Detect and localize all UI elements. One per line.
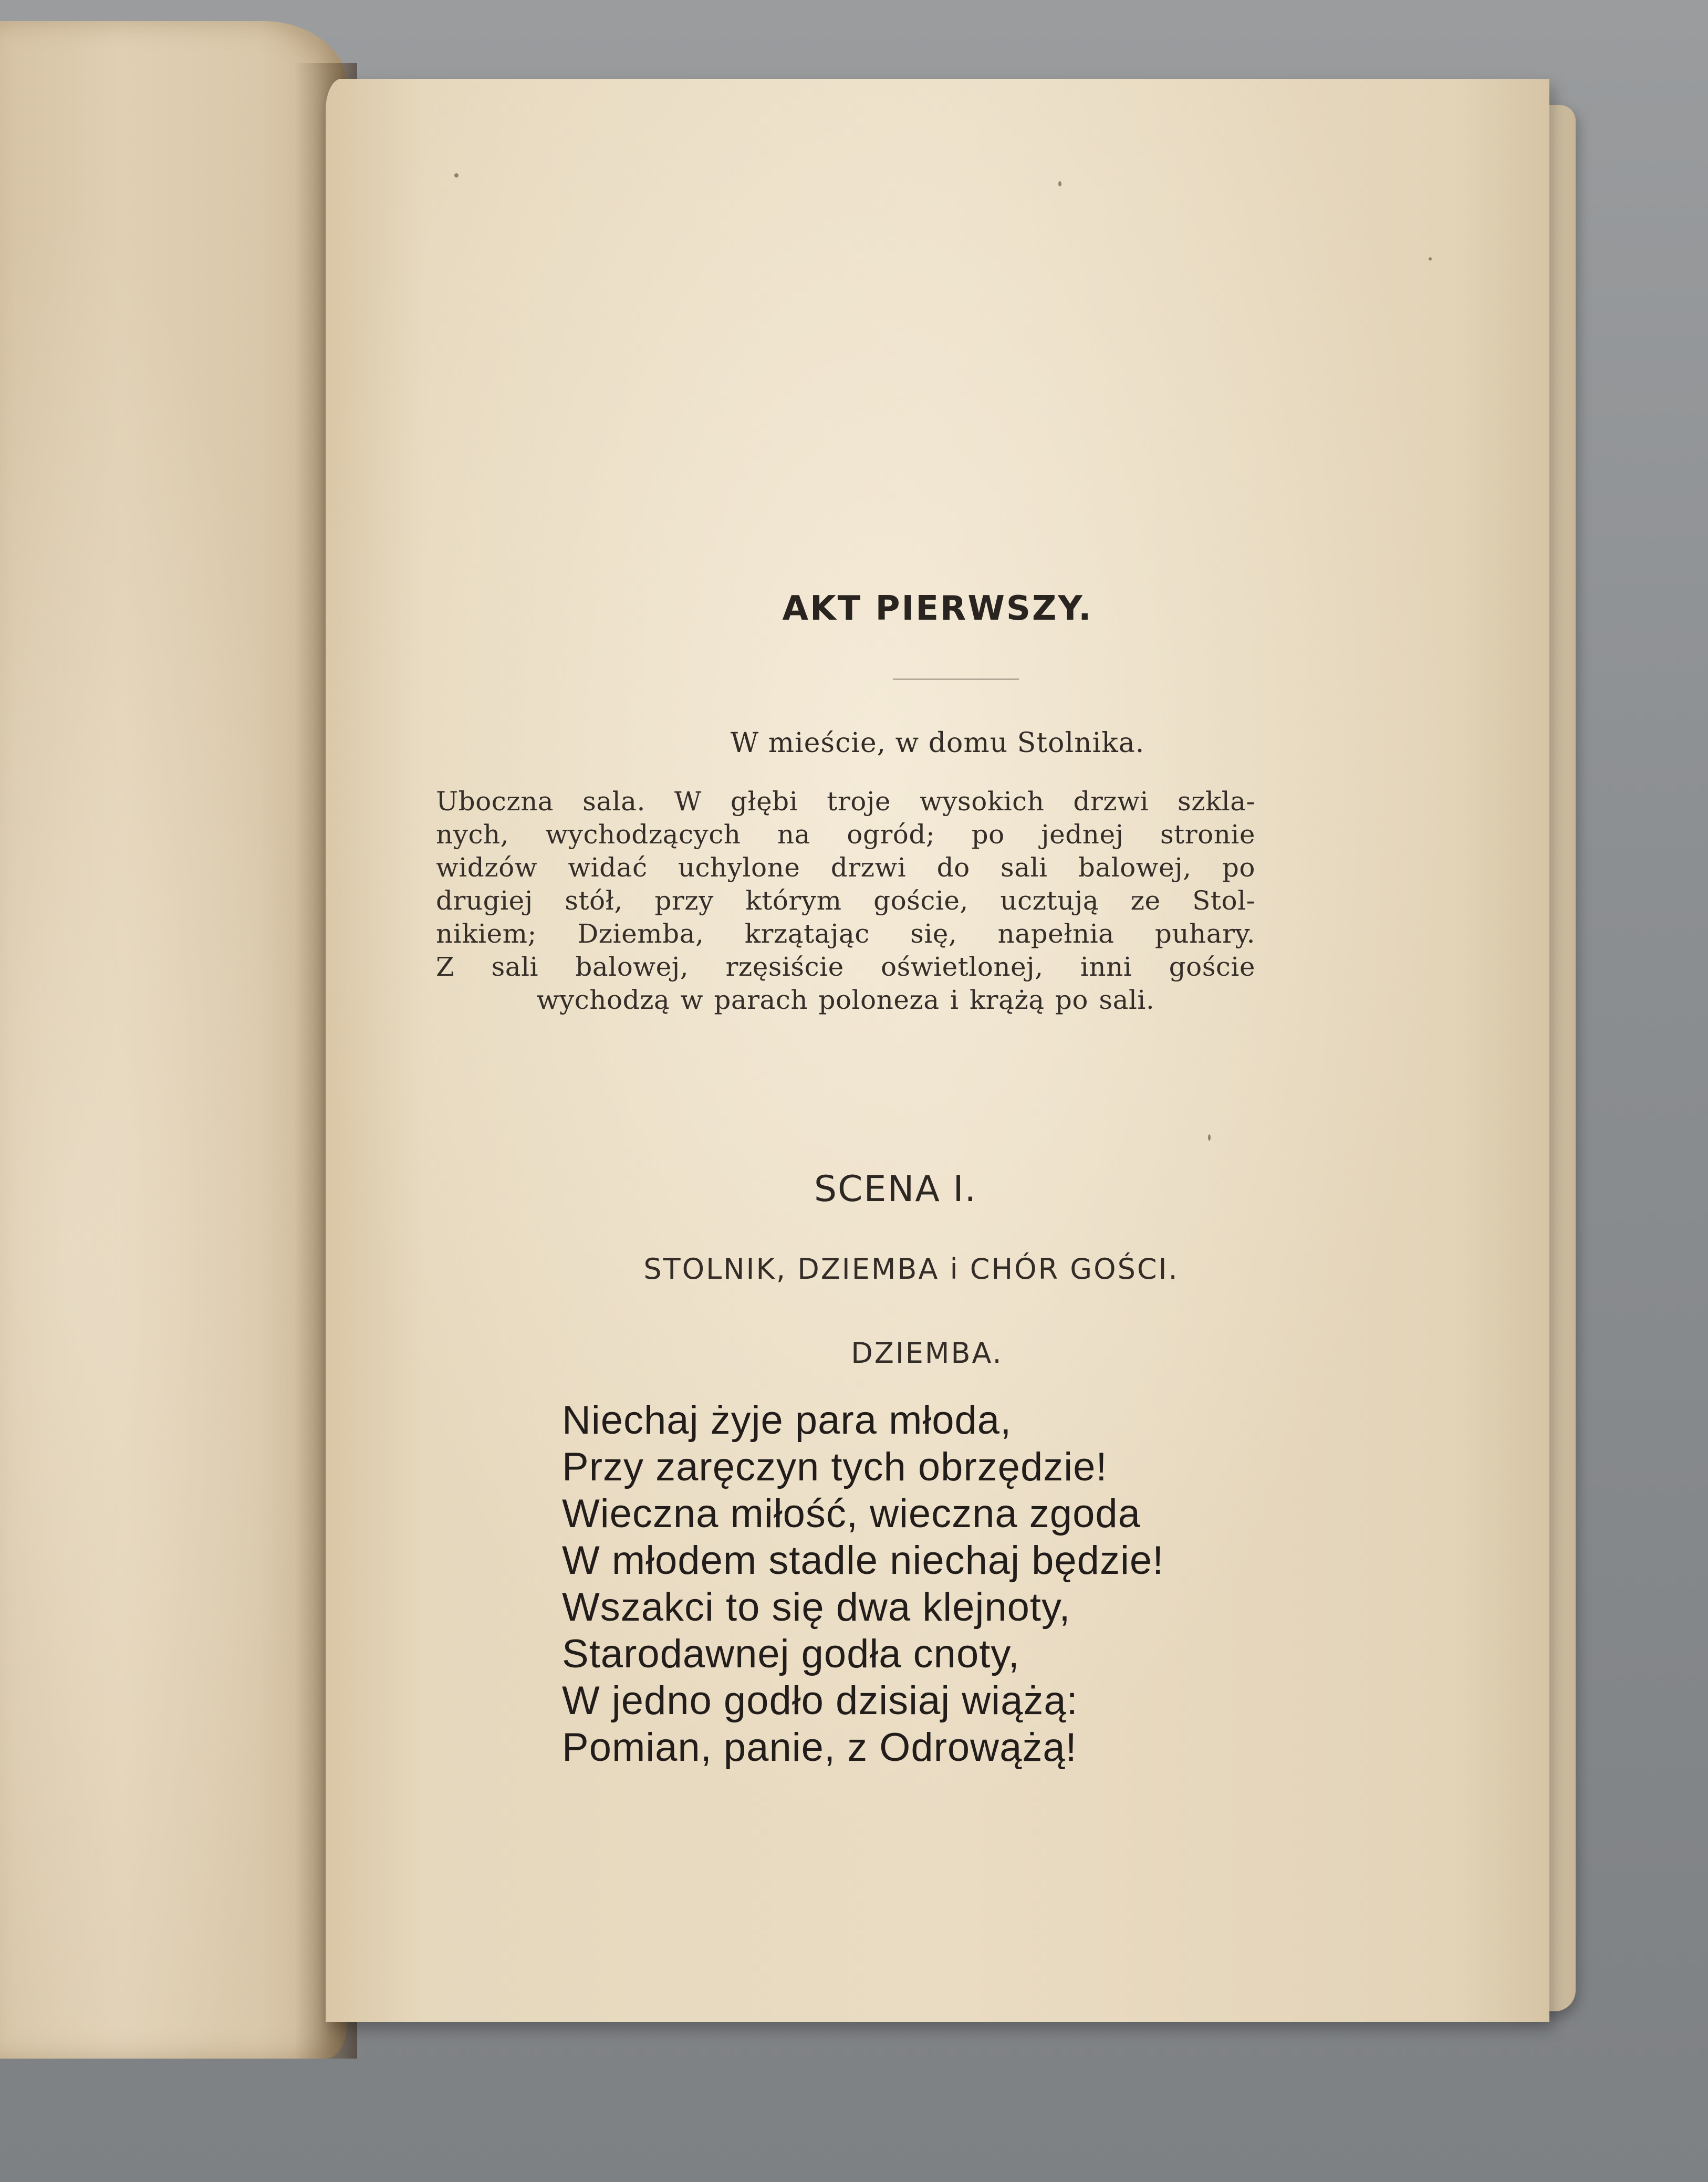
title-divider [893,678,1019,680]
paper-speck [1208,1134,1211,1141]
stage-direction-line: Uboczna sala. W głębi troje wysokich drzwi szkla- [436,786,1255,817]
verse-line: Przy zaręczyn tych obrzędzie! [562,1445,1108,1489]
verse-line: W jedno godło dzisiaj wiążą: [562,1678,1078,1723]
stage-direction-line: nych, wychodzących na ogród; po jednej stronie [436,819,1255,850]
location-line: W mieście, w domu Stolnika. [730,727,1145,759]
verse-line: W młodem stadle niechaj będzie! [562,1538,1164,1583]
paper-speck [454,173,459,178]
paper-speck [1429,257,1432,260]
verse-line: Wszakci to się dwa klejnoty, [562,1585,1071,1630]
stage-direction-line: wychodzą w parach poloneza i krążą po sali. [536,985,1155,1015]
speaker-name: DZIEMBA. [851,1337,1003,1370]
stage-direction-line: Z sali balowej, rzęsiście oświetlonej, inni goście [436,952,1255,982]
verse-line: Pomian, panie, z Odrowążą! [562,1725,1077,1770]
verse-line: Wieczna miłość, wieczna zgoda [562,1491,1141,1536]
act-title: AKT PIERWSZY. [782,589,1093,628]
paper-speck [1058,181,1061,186]
scene-title: SCENA I. [814,1168,977,1210]
stage-direction-line: drugiej stół, przy którym goście, ucztują ze Stol- [436,885,1255,916]
character-list: STOLNIK, DZIEMBA i CHÓR GOŚCI. [643,1252,1179,1286]
verse [562,1397,1350,1771]
stage-direction [436,785,1255,1017]
stage-direction-line: nikiem; Dziemba, krzątając się, napełnia puhary. [436,918,1255,949]
verse-line: Starodawnej godła cnoty, [562,1632,1020,1676]
right-page [326,79,1549,2022]
verse-line: Niechaj żyje para młoda, [562,1398,1012,1443]
page-content [326,79,1549,2022]
stage-direction-line: widzów widać uchylone drzwi do sali balowej, po [436,852,1255,883]
